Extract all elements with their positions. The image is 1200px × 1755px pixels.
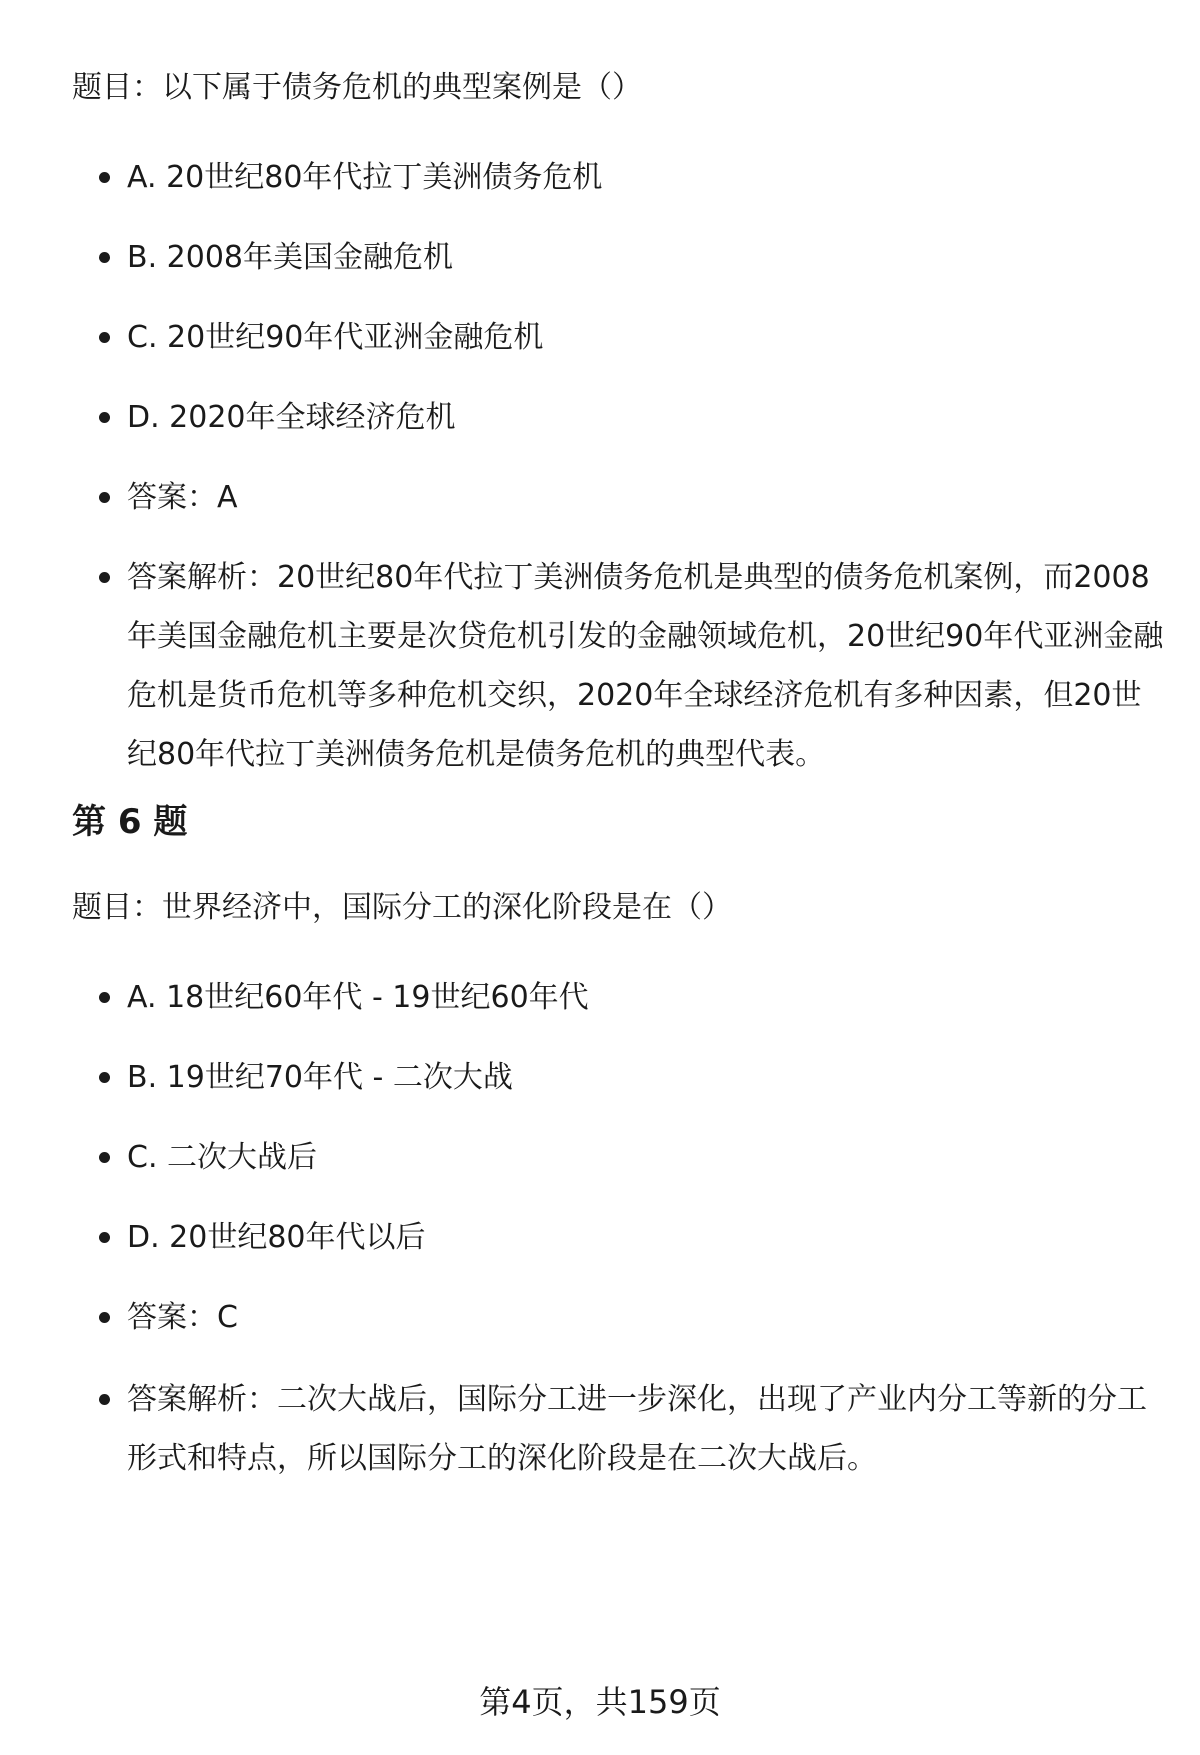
option-b: B. 2008年美国金融危机: [127, 228, 1167, 287]
answer-explanation: 答案解析：20世纪80年代拉丁美洲债务危机是典型的债务危机案例，而2008年美国金融危机主要是次贷危机引发的金融领域危机，20世纪90年代亚洲金融危机是货币危机等多种危机交织，2020年全球经济危机有多种因素，但20世纪80年代拉丁美洲债务危机是债务危机的典型代表。: [127, 548, 1167, 784]
answer-explanation: 答案解析：二次大战后，国际分工进一步深化，出现了产业内分工等新的分工形式和特点，所以国际分工的深化阶段是在二次大战后。: [127, 1370, 1167, 1488]
answer: 答案：C: [127, 1288, 1167, 1347]
option-d: D. 20世纪80年代以后: [127, 1208, 1167, 1267]
option-a: A. 18世纪60年代 - 19世纪60年代: [127, 968, 1167, 1027]
question-stem: 题目：以下属于债务危机的典型案例是（）: [72, 70, 642, 105]
answer: 答案：A: [127, 468, 1167, 527]
option-c: C. 二次大战后: [127, 1128, 1167, 1187]
page-number: 第4页，共159页: [479, 1683, 721, 1721]
option-a: A. 20世纪80年代拉丁美洲债务危机: [127, 148, 1167, 207]
option-c: C. 20世纪90年代亚洲金融危机: [127, 308, 1167, 367]
option-d: D. 2020年全球经济危机: [127, 388, 1167, 447]
option-b: B. 19世纪70年代 - 二次大战: [127, 1048, 1167, 1107]
question-heading: 第 6 题: [72, 802, 188, 842]
question-stem: 题目：世界经济中，国际分工的深化阶段是在（）: [72, 890, 732, 925]
